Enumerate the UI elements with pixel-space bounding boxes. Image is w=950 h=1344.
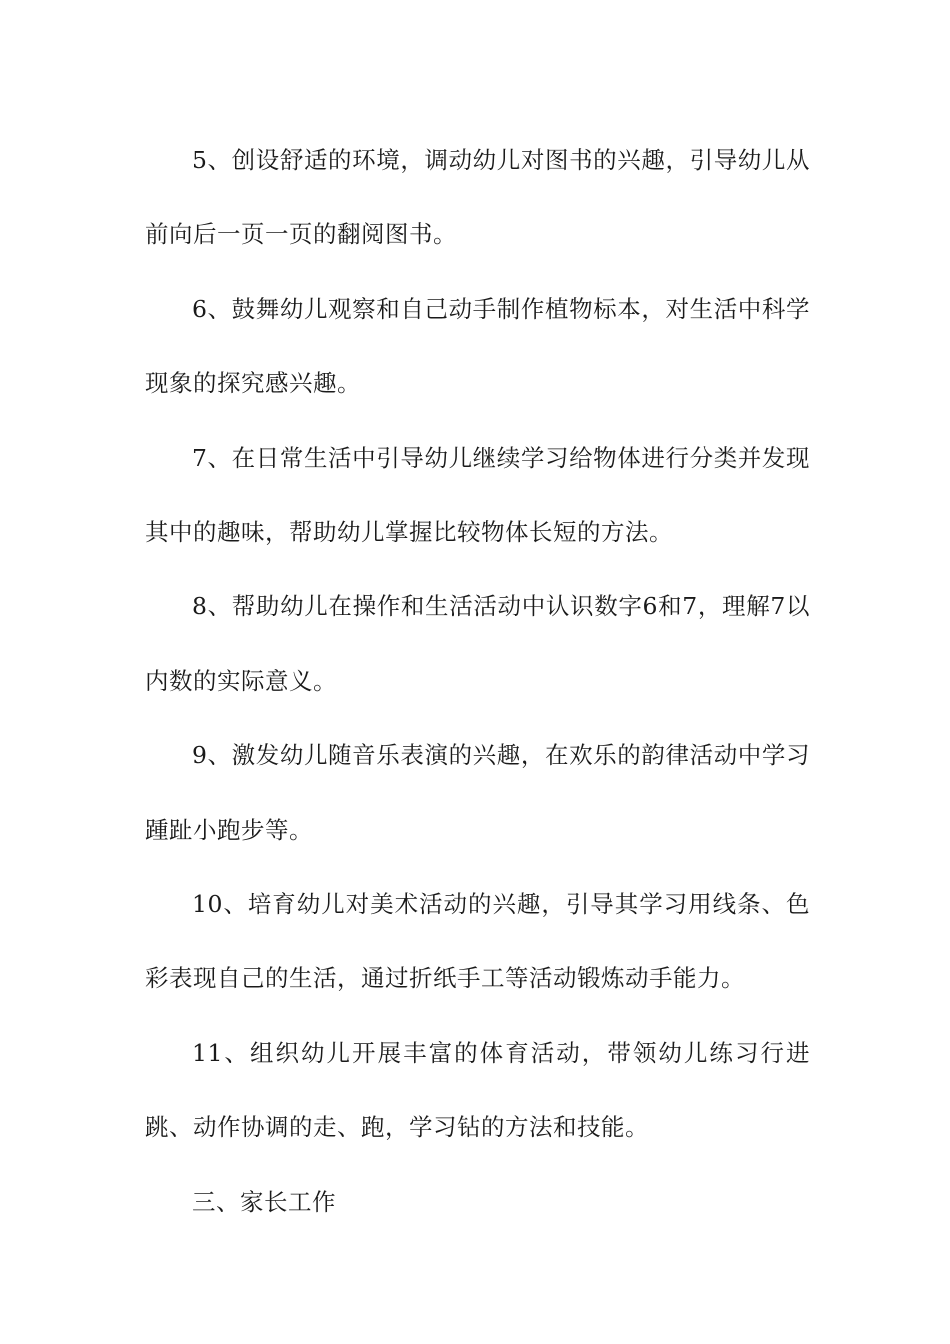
paragraph-item-10: 10、培育幼儿对美术活动的兴趣，引导其学习用线条、色彩表现自己的生活，通过折纸手工等活动锻炼动手能力。 [145,890,810,993]
paragraph-item-11: 11、组织幼儿开展丰富的体育活动，带领幼儿练习行进跳、动作协调的走、跑，学习钻的方法和技能。 [145,1038,810,1142]
paragraph-item-7: 7、在日常生活中引导幼儿继续学习给物体进行分类并发现其中的趣味，帮助幼儿掌握比较物体长短的方法。 [145,443,810,547]
document-body [145,123,810,1239]
paragraph-item-9: 9、激发幼儿随音乐表演的兴趣，在欢乐的韵律活动中学习踵趾小跑步等。 [145,741,810,844]
paragraph-item-5: 5、创设舒适的环境，调动幼儿对图书的兴趣，引导幼儿从前向后一页一页的翻阅图书。 [145,146,810,249]
section-heading: 三、家长工作 [192,1187,336,1216]
paragraph-item-8: 8、帮助幼儿在操作和生活活动中认识数字6和7，理解7以内数的实际意义。 [145,592,810,695]
paragraph-item-6: 6、鼓舞幼儿观察和自己动手制作植物标本，对生活中科学现象的探究感兴趣。 [145,294,810,398]
